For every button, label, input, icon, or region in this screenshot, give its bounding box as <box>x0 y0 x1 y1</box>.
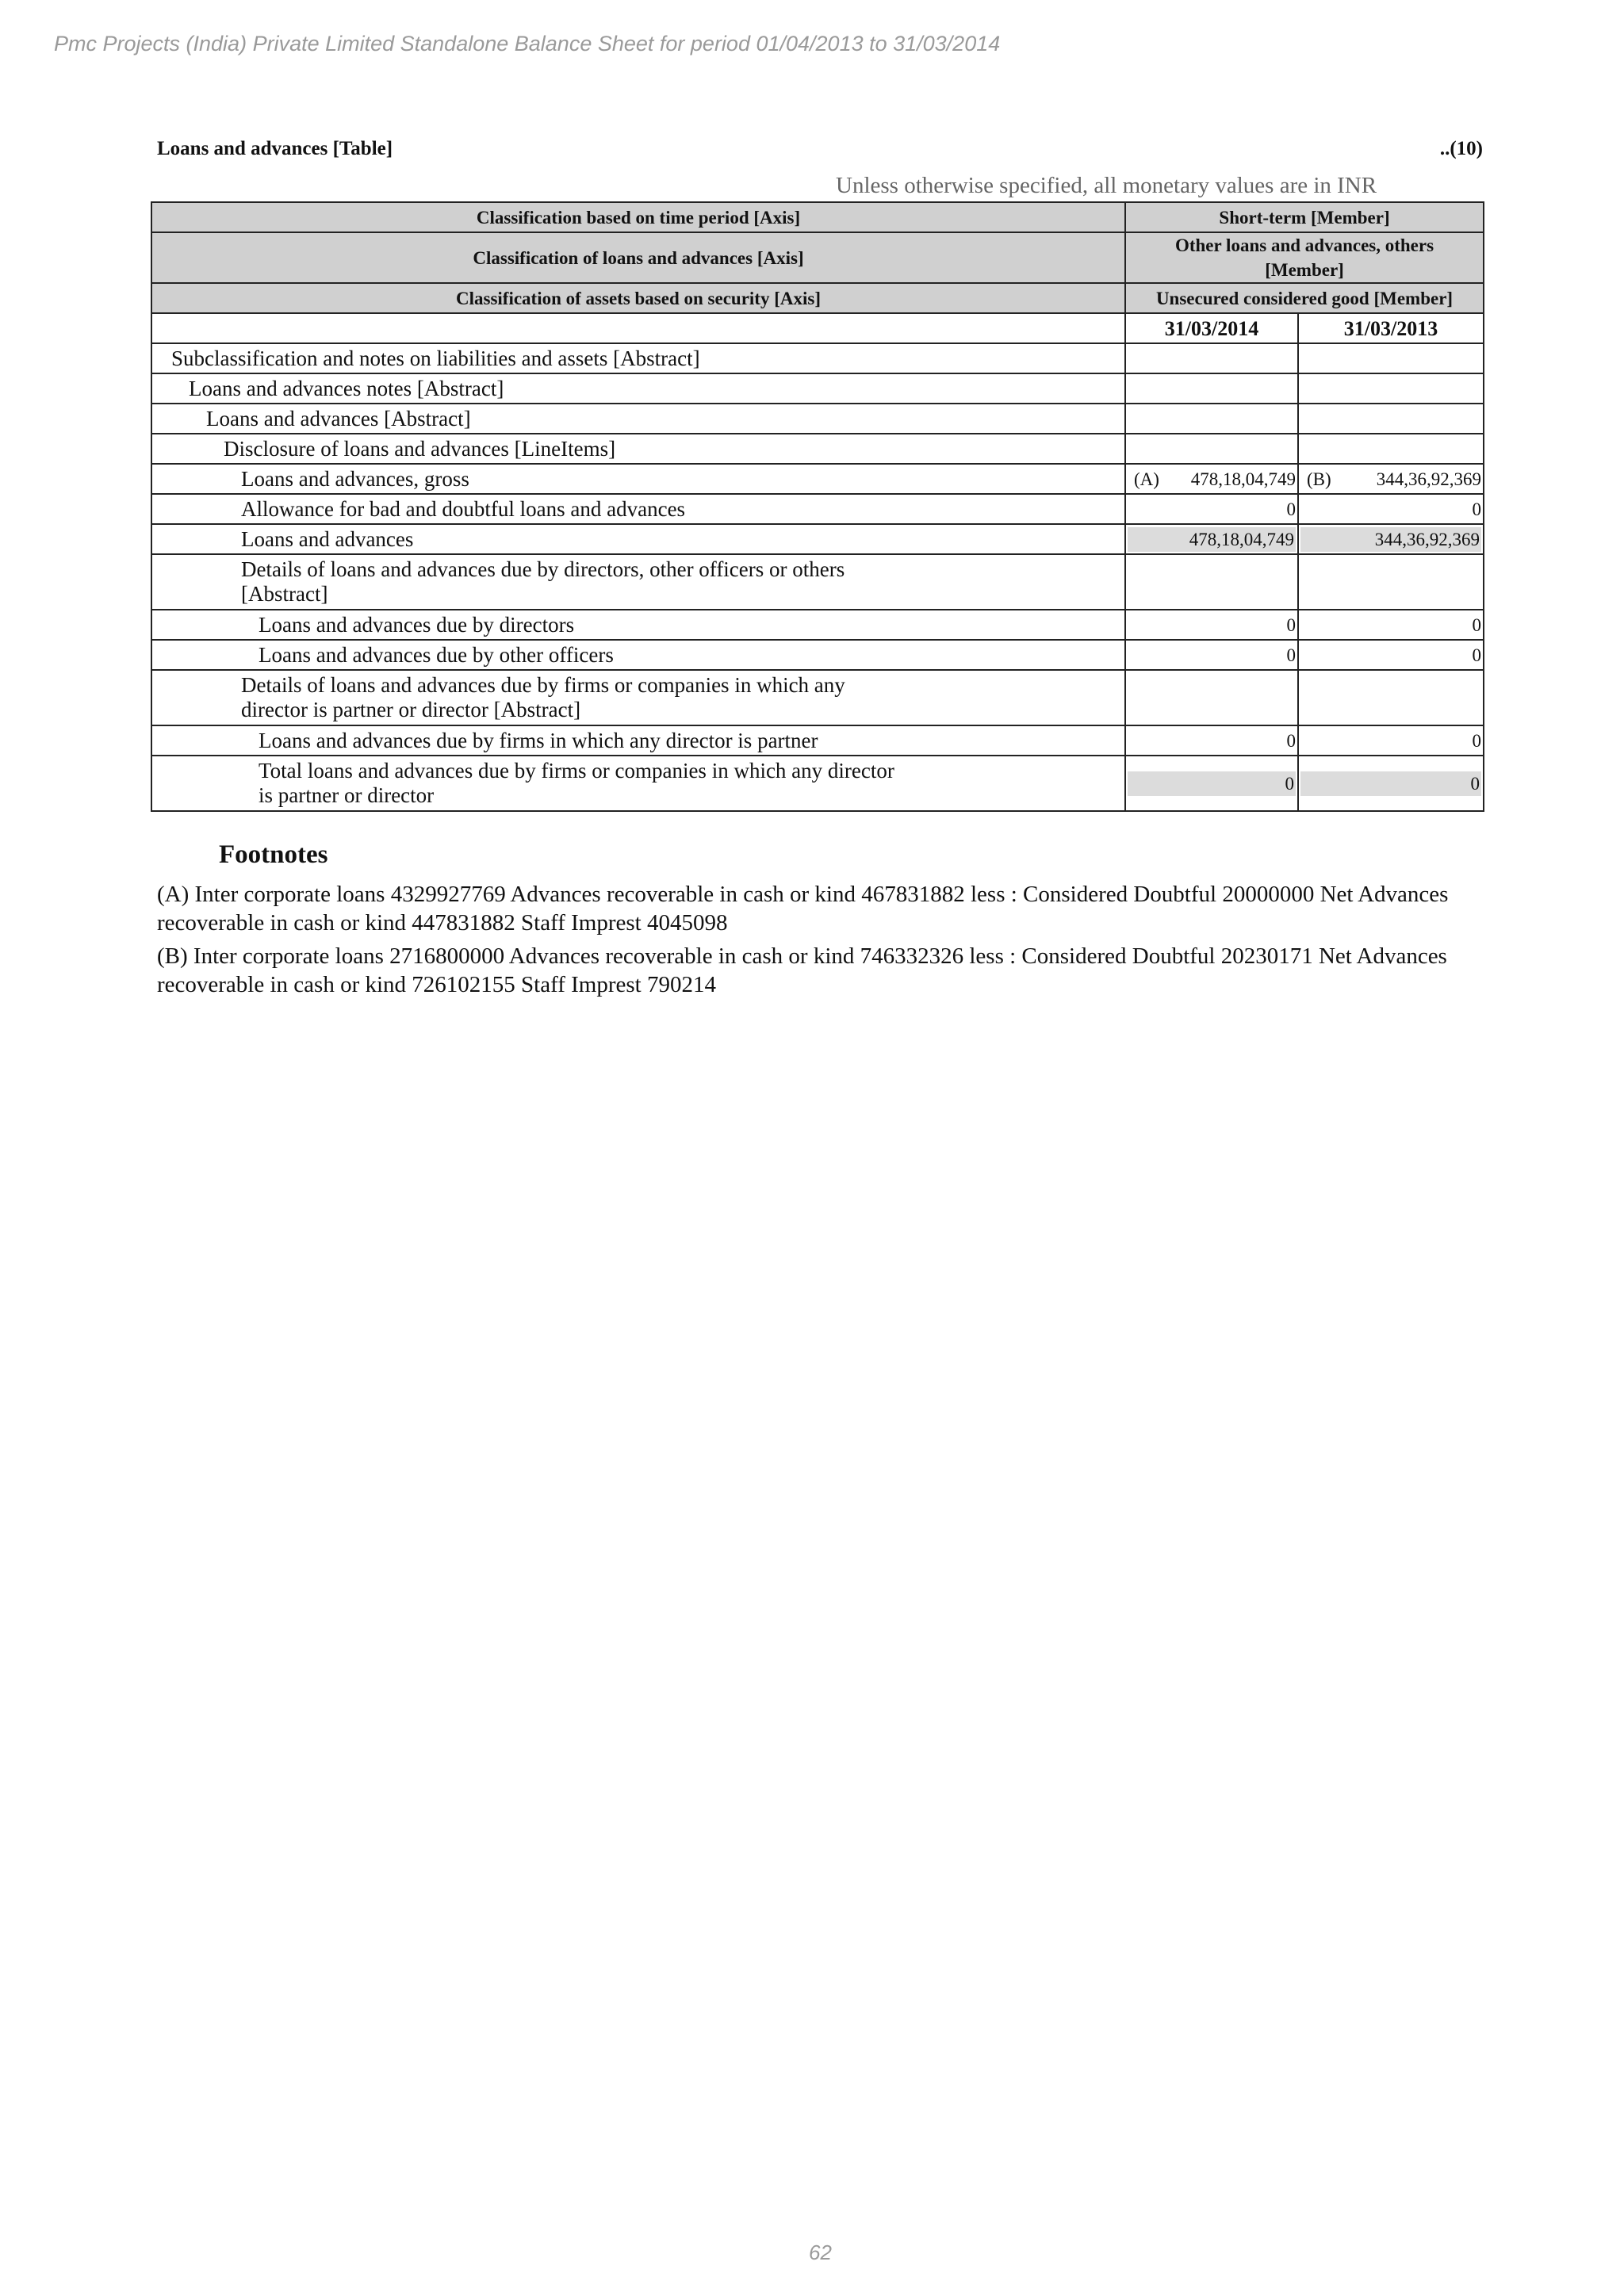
value-cell: 0 <box>1125 725 1298 756</box>
row-label: Loans and advances <box>151 524 1125 554</box>
row-label-line: director is partner or director [Abstract] <box>241 698 581 721</box>
table-title: Loans and advances [Table] <box>157 138 393 159</box>
value-cell <box>1125 343 1298 373</box>
row-label <box>151 670 1125 725</box>
table-row <box>151 554 1484 610</box>
value-cell <box>1298 464 1484 494</box>
axis-label: Classification based on time period [Axis] <box>151 202 1125 232</box>
table-row <box>151 756 1484 811</box>
row-label-line: Details of loans and advances due by firms or companies in which any <box>241 673 845 697</box>
value-cell <box>1125 756 1298 811</box>
axis-member: Short-term [Member] <box>1125 202 1484 232</box>
footnote-a: (A) Inter corporate loans 4329927769 Advances recoverable in cash or kind 467831882 less : Considered Doubtful 20000000 Net Advances recoverable in cash or kind 447831882 Staff Imprest 4045098 <box>157 882 1449 936</box>
axis-row <box>151 232 1484 283</box>
table-row <box>151 610 1484 640</box>
table-row <box>151 725 1484 756</box>
axis-member: Unsecured considered good [Member] <box>1125 283 1484 313</box>
document-header: Pmc Projects (India) Private Limited Standalone Balance Sheet for period 01/04/2013 to 31/03/2014 <box>54 32 1001 55</box>
value-cell: 0 <box>1125 494 1298 524</box>
row-label: Allowance for bad and doubtful loans and advances <box>151 494 1125 524</box>
value-cell: 0 <box>1298 725 1484 756</box>
row-label: Subclassification and notes on liabilities and assets [Abstract] <box>151 343 1125 373</box>
value-cell <box>1298 404 1484 434</box>
value-cell <box>1125 373 1298 404</box>
footnote-marker: (B) <box>1307 469 1331 489</box>
axis-label: Classification of assets based on security [Axis] <box>151 283 1125 313</box>
axis-row <box>151 202 1484 232</box>
row-label: Loans and advances notes [Abstract] <box>151 373 1125 404</box>
value-text: 0 <box>1128 771 1296 796</box>
row-label-line: is partner or director <box>259 783 435 807</box>
table-row <box>151 640 1484 670</box>
page-number: 62 <box>809 2241 832 2264</box>
value-cell <box>1125 670 1298 725</box>
value-cell <box>1298 343 1484 373</box>
row-label <box>151 756 1125 811</box>
value-cell <box>1298 756 1484 811</box>
value-cell <box>1298 373 1484 404</box>
value-cell <box>1298 434 1484 464</box>
value-cell <box>1125 554 1298 610</box>
table-reference: ..(10) <box>1439 138 1483 159</box>
table-row <box>151 670 1484 725</box>
value-cell: 0 <box>1298 640 1484 670</box>
value-text: 478,18,04,749 <box>1190 469 1296 489</box>
value-cell <box>1298 670 1484 725</box>
footnote-marker: (A) <box>1134 469 1159 489</box>
footnote-b: (B) Inter corporate loans 2716800000 Advances recoverable in cash or kind 746332326 less : Considered Doubtful 20230171 Net Advances recoverable in cash or kind 726102155 Staff Imprest 790214 <box>157 943 1447 997</box>
row-label-line: [Abstract] <box>241 582 328 606</box>
row-label: Loans and advances due by directors <box>151 610 1125 640</box>
table-row <box>151 434 1484 464</box>
value-cell <box>1298 524 1484 554</box>
table-title-row <box>151 135 1483 166</box>
value-cell <box>1298 554 1484 610</box>
value-cell <box>1125 464 1298 494</box>
unit-note: Unless otherwise specified, all monetary values are in INR <box>836 173 1377 198</box>
table-row <box>151 464 1484 494</box>
footnotes-heading: Footnotes <box>219 840 328 869</box>
row-label <box>151 554 1125 610</box>
value-cell: 0 <box>1298 494 1484 524</box>
axis-row <box>151 283 1484 313</box>
period-header: 31/03/2014 <box>1125 313 1298 343</box>
row-label: Loans and advances [Abstract] <box>151 404 1125 434</box>
row-label: Loans and advances, gross <box>151 464 1125 494</box>
value-cell: 0 <box>1125 640 1298 670</box>
value-cell <box>1125 434 1298 464</box>
axis-label: Classification of loans and advances [Axis] <box>151 232 1125 283</box>
value-cell: 0 <box>1125 610 1298 640</box>
table-row <box>151 524 1484 554</box>
row-label: Loans and advances due by firms in which any director is partner <box>151 725 1125 756</box>
table-row <box>151 343 1484 373</box>
loans-advances-table <box>151 201 1484 812</box>
table-row <box>151 373 1484 404</box>
value-text: 344,36,92,369 <box>1300 527 1481 552</box>
period-header-row <box>151 313 1484 343</box>
empty-cell <box>151 313 1125 343</box>
table-row <box>151 404 1484 434</box>
value-cell <box>1125 524 1298 554</box>
row-label: Loans and advances due by other officers <box>151 640 1125 670</box>
row-label-line: Details of loans and advances due by directors, other officers or others <box>241 557 845 581</box>
value-text: 0 <box>1300 771 1481 796</box>
row-label-line: Total loans and advances due by firms or companies in which any director <box>259 759 894 783</box>
period-header: 31/03/2013 <box>1298 313 1484 343</box>
row-label: Disclosure of loans and advances [LineItems] <box>151 434 1125 464</box>
value-cell <box>1125 404 1298 434</box>
value-text: 478,18,04,749 <box>1128 527 1296 552</box>
table-row <box>151 494 1484 524</box>
value-text: 344,36,92,369 <box>1376 469 1482 489</box>
axis-member: Other loans and advances, others [Member] <box>1125 232 1484 283</box>
value-cell: 0 <box>1298 610 1484 640</box>
